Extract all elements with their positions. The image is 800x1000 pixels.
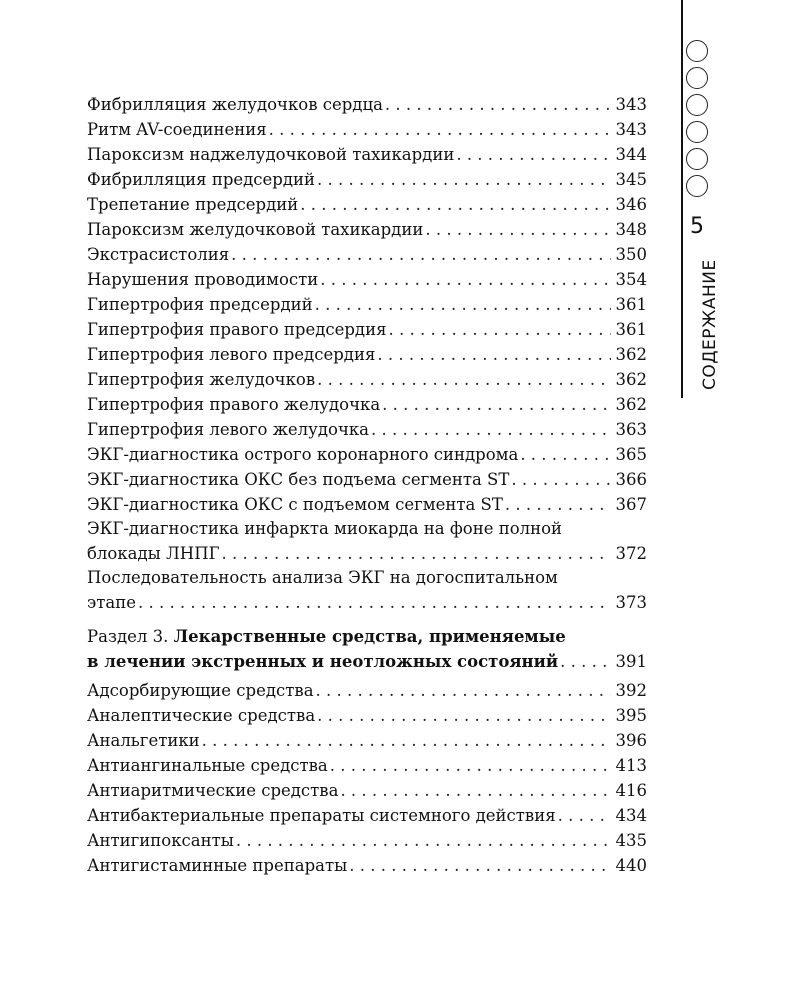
toc-entry-page: 395 <box>615 706 647 725</box>
section-page: 391 <box>615 652 647 671</box>
section-heading[interactable] <box>87 625 647 674</box>
leader-dots <box>316 678 611 703</box>
leader-dots <box>558 803 611 828</box>
toc-entry-page: 362 <box>615 395 647 414</box>
leader-dots <box>222 541 611 566</box>
toc-entry-title: Трепетание предсердий <box>87 195 299 214</box>
page-number: 5 <box>690 214 704 239</box>
toc-entry[interactable] <box>87 417 647 442</box>
toc-entry-page: 343 <box>615 95 647 114</box>
toc-entry-page: 396 <box>615 731 647 750</box>
toc-entry-page: 392 <box>615 681 647 700</box>
toc-entry-title: ЭКГ-диагностика ОКС с подъемом сегмента ST <box>87 495 503 514</box>
leader-dots <box>377 342 611 367</box>
toc-list-ecg <box>87 92 647 517</box>
circle-icon <box>686 67 708 89</box>
toc-entry-page: 434 <box>615 806 647 825</box>
toc-entry-title: Антиаритмические средства <box>87 781 339 800</box>
circle-icon <box>686 148 708 170</box>
leader-dots <box>340 778 611 803</box>
decorative-circles <box>686 40 714 202</box>
toc-entry-page: 344 <box>615 145 647 164</box>
toc-entry-title: Фибрилляция предсердий <box>87 170 316 189</box>
leader-dots <box>320 267 611 292</box>
toc-entry[interactable] <box>87 753 647 778</box>
circle-icon <box>686 175 708 197</box>
toc-entry[interactable] <box>87 467 647 492</box>
toc-entry[interactable] <box>87 192 647 217</box>
leader-dots <box>456 142 611 167</box>
leader-dots <box>231 242 611 267</box>
toc-entry[interactable] <box>87 342 647 367</box>
toc-entry[interactable] <box>87 217 647 242</box>
leader-dots <box>389 317 612 342</box>
circle-icon <box>686 121 708 143</box>
toc-entry-page: 362 <box>615 370 647 389</box>
toc-entry-title: Адсорбирующие средства <box>87 681 314 700</box>
toc-entry-title: Нарушения проводимости <box>87 270 319 289</box>
toc-entry-title: Гипертрофия правого желудочка <box>87 395 381 414</box>
toc-entry-page: 362 <box>615 345 647 364</box>
toc-entry-page: 435 <box>615 831 647 850</box>
toc-entry-page: 440 <box>615 856 647 875</box>
leader-dots <box>236 828 611 853</box>
leader-dots <box>317 367 611 392</box>
circle-icon <box>686 94 708 116</box>
toc-entry[interactable] <box>87 317 647 342</box>
toc-entry-title: Анальгетики <box>87 731 200 750</box>
leader-dots <box>315 292 611 317</box>
toc-entry-title: Гипертрофия левого предсердия <box>87 345 376 364</box>
leader-dots <box>138 590 611 615</box>
toc-entry-page: 372 <box>615 544 647 563</box>
toc-entry-title: Гипертрофия желудочков <box>87 370 316 389</box>
toc-entry-page: 346 <box>615 195 647 214</box>
toc-entry-title: Антигистаминные препараты <box>87 856 348 875</box>
toc-entry-multiline[interactable] <box>87 517 647 566</box>
leader-dots <box>269 117 611 142</box>
leader-dots <box>371 417 611 442</box>
toc-entry-page: 373 <box>615 593 647 612</box>
toc-entry[interactable] <box>87 367 647 392</box>
toc-entry-title: Экстрасистолия <box>87 245 230 264</box>
margin-rule <box>681 0 683 398</box>
toc-entry[interactable] <box>87 442 647 467</box>
toc-entry[interactable] <box>87 678 647 703</box>
section-title-line2: в лечении экстренных и неотложных состояний <box>87 652 559 671</box>
toc-entry[interactable] <box>87 267 647 292</box>
toc-entry-page: 361 <box>615 295 647 314</box>
leader-dots <box>385 92 611 117</box>
toc-entry-page: 365 <box>615 445 647 464</box>
toc-entry[interactable] <box>87 703 647 728</box>
toc-entry-page: 348 <box>615 220 647 239</box>
leader-dots <box>382 392 611 417</box>
toc-entry[interactable] <box>87 803 647 828</box>
toc-entry-title: Ритм AV-соединения <box>87 120 267 139</box>
leader-dots <box>511 467 611 492</box>
toc-entry[interactable] <box>87 117 647 142</box>
leader-dots <box>300 192 611 217</box>
toc-entry-title: Гипертрофия предсердий <box>87 295 313 314</box>
leader-dots <box>317 703 611 728</box>
toc-entry-title: ЭКГ-диагностика ОКС без подъема сегмента ST <box>87 470 510 489</box>
leader-dots <box>520 442 611 467</box>
toc-entry-page: 361 <box>615 320 647 339</box>
toc-entry-page: 350 <box>615 245 647 264</box>
toc-entry-page: 354 <box>615 270 647 289</box>
toc-entry[interactable] <box>87 778 647 803</box>
section-title-line1: Лекарственные средства, применяемые <box>173 627 566 646</box>
circle-icon <box>686 40 708 62</box>
leader-dots <box>202 728 611 753</box>
toc-entry-title: Пароксизм желудочковой тахикардии <box>87 220 424 239</box>
toc-entry-title-line1: ЭКГ-диагностика инфаркта миокарда на фоне полной <box>87 519 563 538</box>
toc-entry-title: Гипертрофия левого желудочка <box>87 420 370 439</box>
leader-dots <box>425 217 611 242</box>
toc-entry[interactable] <box>87 292 647 317</box>
toc-entry-page: 363 <box>615 420 647 439</box>
toc-entry-multiline[interactable] <box>87 566 647 615</box>
running-header: СОДЕРЖАНИЕ <box>700 259 720 390</box>
toc-entry[interactable] <box>87 92 647 117</box>
toc-entry[interactable] <box>87 167 647 192</box>
leader-dots <box>349 853 611 878</box>
toc-entry-title: Гипертрофия правого предсердия <box>87 320 387 339</box>
toc-entry-title-line2: этапе <box>87 593 136 612</box>
toc-entry-title: Антигипоксанты <box>87 831 234 850</box>
toc-entry[interactable] <box>87 492 647 517</box>
toc-entry[interactable] <box>87 242 647 267</box>
section-prefix: Раздел 3. <box>87 627 169 646</box>
toc-entry[interactable] <box>87 392 647 417</box>
toc-entry-title-line2: блокады ЛНПГ <box>87 544 220 563</box>
toc-entry-title: Антиангинальные средства <box>87 756 328 775</box>
toc-entry-title: Аналептические средства <box>87 706 316 725</box>
toc-entry[interactable] <box>87 828 647 853</box>
toc-entry[interactable] <box>87 853 647 878</box>
toc-list-multiline <box>87 517 647 615</box>
toc-entry-page: 343 <box>615 120 647 139</box>
leader-dots <box>505 492 611 517</box>
toc-entry-title-line1: Последовательность анализа ЭКГ на догоспитальном <box>87 568 558 587</box>
leader-dots <box>560 649 611 674</box>
leader-dots <box>330 753 611 778</box>
toc-entry-title: ЭКГ-диагностика острого коронарного синдрома <box>87 445 519 464</box>
toc-list-drugs <box>87 678 647 878</box>
table-of-contents <box>87 92 647 878</box>
toc-entry-page: 366 <box>615 470 647 489</box>
toc-entry-title: Антибактериальные препараты системного действия <box>87 806 556 825</box>
toc-entry-page: 413 <box>615 756 647 775</box>
toc-entry-title: Фибрилляция желудочков сердца <box>87 95 383 114</box>
toc-entry-page: 345 <box>615 170 647 189</box>
toc-entry[interactable] <box>87 728 647 753</box>
toc-entry-page: 367 <box>615 495 647 514</box>
leader-dots <box>317 167 611 192</box>
toc-entry[interactable] <box>87 142 647 167</box>
toc-entry-page: 416 <box>615 781 647 800</box>
toc-entry-title: Пароксизм наджелудочковой тахикардии <box>87 145 455 164</box>
